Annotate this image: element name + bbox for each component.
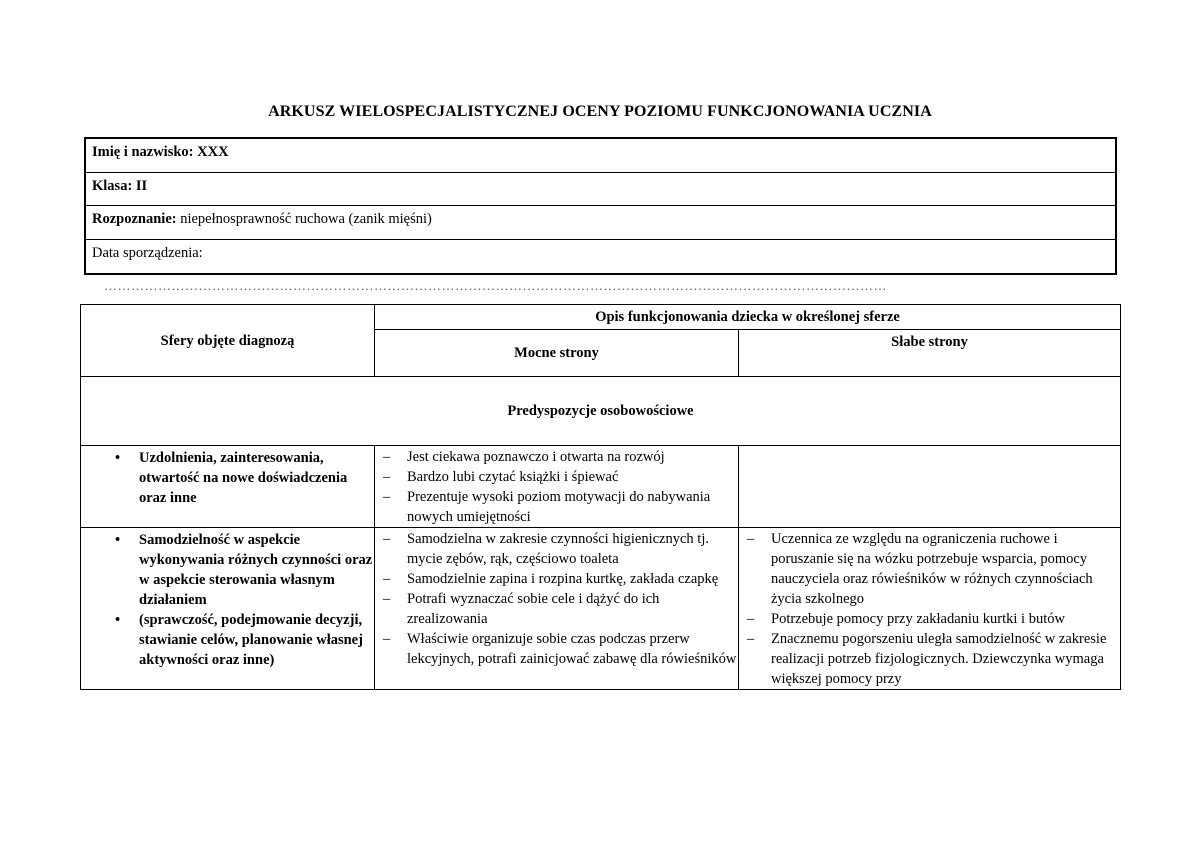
sphere-item: • (sprawczość, podejmowanie decyzji, stawianie celów, planowanie własnej aktywności oraz inne) <box>139 610 374 670</box>
weakness-item: – Uczennica ze względu na ograniczenia ruchowe i poruszanie się na wózku potrzebuje wsparcia, pomocy nauczyciela oraz rówieśników w różnych czynnościach życia szkolnego <box>771 529 1120 609</box>
student-info-box <box>84 137 1117 275</box>
name-label: Imię i nazwisko: <box>92 144 194 160</box>
name-value: XXX <box>197 144 229 160</box>
date-label: Data sporządzenia: <box>92 244 203 261</box>
header-spheres: Sfery objęte diagnozą <box>81 305 375 377</box>
spheres-cell <box>81 528 375 690</box>
strength-item: – Prezentuje wysoki poziom motywacji do nabywania nowych umiejętności <box>407 487 738 527</box>
strength-item: – Samodzielnie zapina i rozpina kurtkę, zakłada czapkę <box>407 569 738 589</box>
document-title: ARKUSZ WIELOSPECJALISTYCZNEJ OCENY POZIOMU FUNKCJONOWANIA UCZNIA <box>268 103 932 120</box>
class-value: II <box>135 177 148 194</box>
strength-item: – Potrafi wyznaczać sobie cele i dążyć do ich zrealizowania <box>407 589 738 629</box>
spheres-cell <box>81 446 375 528</box>
strength-item: – Samodzielna w zakresie czynności higienicznych tj. mycie zębów, rąk, częściowo toaleta <box>407 529 738 569</box>
sphere-item: • Samodzielność w aspekcie wykonywania różnych czynności oraz w aspekcie sterowania własnym działaniem <box>139 530 374 610</box>
diagnosis-label: Rozpoznanie: <box>92 211 177 227</box>
header-strengths: Mocne strony <box>375 330 739 377</box>
dotted-separator: ………………………………………………………………………………………………………………………………………………………… <box>104 278 887 293</box>
header-weaknesses: Słabe strony <box>739 330 1121 377</box>
weakness-item: – Znacznemu pogorszeniu uległa samodzielność w zakresie realizacji potrzeb fizjologicznych. Dziewczynka wymaga większej pomocy przy <box>771 629 1120 689</box>
functioning-table <box>80 304 1121 690</box>
strengths-cell <box>375 446 739 528</box>
weakness-item: – Potrzebuje pomocy przy zakładaniu kurtki i butów <box>771 609 1120 629</box>
table-row <box>81 528 1121 690</box>
info-row-date <box>86 240 1115 274</box>
strength-item: – Jest ciekawa poznawczo i otwarta na rozwój <box>407 447 738 467</box>
info-row-class <box>86 173 1115 207</box>
strengths-cell <box>375 528 739 690</box>
weaknesses-cell <box>739 528 1121 690</box>
sphere-item: • Uzdolnienia, zainteresowania, otwartość na nowe doświadczenia oraz inne <box>139 448 374 508</box>
diagnosis-value: niepełnosprawność ruchowa (zanik mięśni) <box>180 211 432 227</box>
info-row-name <box>86 139 1115 173</box>
info-row-diagnosis <box>86 206 1115 240</box>
weaknesses-cell <box>739 446 1121 528</box>
table-row <box>81 446 1121 528</box>
class-label: Klasa: <box>92 177 133 194</box>
header-description: Opis funkcjonowania dziecka w określonej sferze <box>375 305 1121 330</box>
strength-item: – Właściwie organizuje sobie czas podczas przerw lekcyjnych, potrafi zainicjować zabawę dla rówieśników <box>407 629 738 669</box>
strength-item: – Bardzo lubi czytać książki i śpiewać <box>407 467 738 487</box>
section-title: Predyspozycje osobowościowe <box>81 377 1121 446</box>
